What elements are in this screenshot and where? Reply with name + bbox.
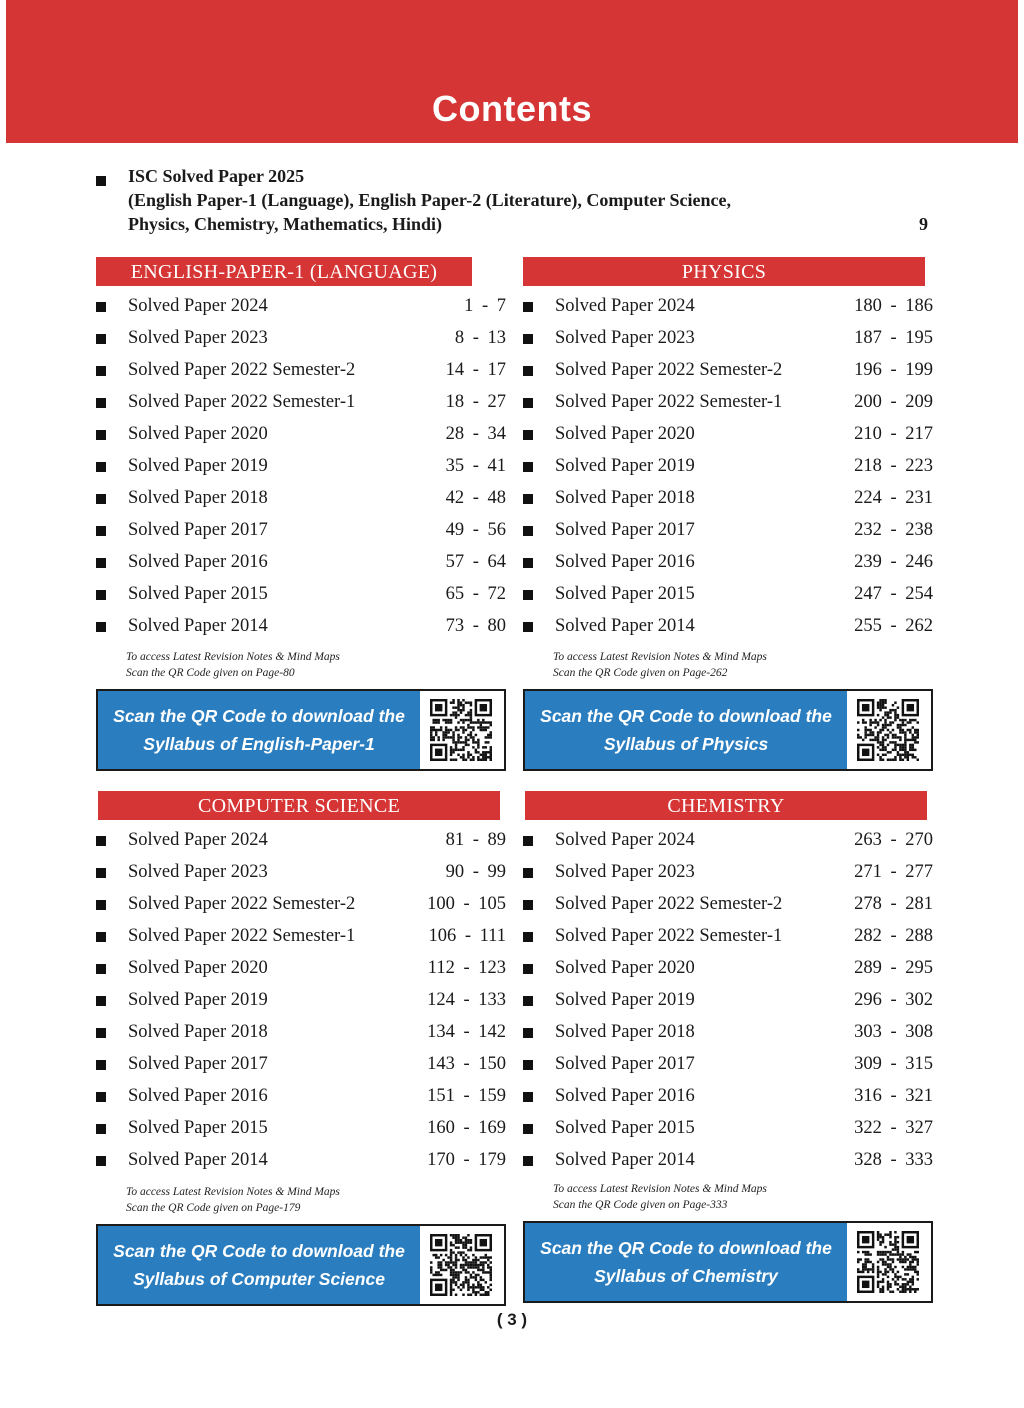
entry-label: Solved Paper 2017 bbox=[128, 1054, 268, 1074]
bullet-icon bbox=[523, 900, 533, 910]
entry-pages: 278 - 281 bbox=[854, 894, 933, 914]
list-item bbox=[96, 920, 506, 952]
list-item bbox=[523, 418, 933, 450]
bullet-icon bbox=[523, 494, 533, 504]
bullet-icon bbox=[523, 430, 533, 440]
bullet-icon bbox=[523, 1124, 533, 1134]
bullet-icon bbox=[523, 622, 533, 632]
entry-pages: 65 - 72 bbox=[445, 584, 506, 604]
bullet-icon bbox=[523, 1092, 533, 1102]
entry-label: Solved Paper 2024 bbox=[128, 296, 268, 316]
entry-label: Solved Paper 2018 bbox=[555, 488, 695, 508]
bullet-icon bbox=[523, 366, 533, 376]
list-item bbox=[96, 984, 506, 1016]
list-item bbox=[96, 386, 506, 418]
list-item bbox=[96, 1016, 506, 1048]
entry-label: Solved Paper 2022 Semester-1 bbox=[128, 926, 356, 946]
entry-pages: 134 - 142 bbox=[427, 1022, 506, 1042]
entry-label: Solved Paper 2016 bbox=[128, 552, 268, 572]
entry-label: Solved Paper 2023 bbox=[555, 862, 695, 882]
bullet-icon bbox=[96, 622, 106, 632]
entry-pages: 160 - 169 bbox=[427, 1118, 506, 1138]
entry-pages: 170 - 179 bbox=[427, 1150, 506, 1170]
entry-pages: 81 - 89 bbox=[445, 830, 506, 850]
list-item bbox=[523, 824, 933, 856]
entry-label: Solved Paper 2020 bbox=[128, 958, 268, 978]
bullet-icon bbox=[523, 1028, 533, 1038]
entry-pages: 296 - 302 bbox=[854, 990, 933, 1010]
qr-page-note: Scan the QR Code given on Page-80 bbox=[126, 667, 295, 679]
entry-label: Solved Paper 2019 bbox=[555, 990, 695, 1010]
bullet-icon bbox=[523, 964, 533, 974]
bullet-icon bbox=[523, 302, 533, 312]
entry-label: Solved Paper 2018 bbox=[555, 1022, 695, 1042]
bullet-icon bbox=[96, 1092, 106, 1102]
bullet-icon bbox=[96, 526, 106, 536]
entry-pages: 316 - 321 bbox=[854, 1086, 933, 1106]
section-header-chemistry: CHEMISTRY bbox=[525, 791, 927, 820]
entry-pages: 255 - 262 bbox=[854, 616, 933, 636]
list-item bbox=[523, 856, 933, 888]
list-item bbox=[523, 354, 933, 386]
page-title: Contents bbox=[432, 88, 592, 129]
entry-label: Solved Paper 2024 bbox=[555, 296, 695, 316]
entry-label: Solved Paper 2019 bbox=[128, 990, 268, 1010]
contents-banner bbox=[6, 0, 1018, 143]
syllabus-qr-text bbox=[98, 1226, 420, 1304]
list-item bbox=[96, 824, 506, 856]
list-item bbox=[96, 1080, 506, 1112]
list-item bbox=[96, 514, 506, 546]
section-header-english-paper-1-language: ENGLISH-PAPER-1 (LANGUAGE) bbox=[96, 257, 472, 286]
intro-line-2: (English Paper-1 (Language), English Paper-2 (Literature), Computer Science, bbox=[128, 190, 731, 210]
list-item bbox=[523, 482, 933, 514]
list-item bbox=[96, 354, 506, 386]
entry-pages: 232 - 238 bbox=[854, 520, 933, 540]
qr-text-line-2: Syllabus of English-Paper-1 bbox=[143, 734, 375, 754]
bullet-icon bbox=[96, 1060, 106, 1070]
list-item bbox=[523, 984, 933, 1016]
syllabus-qr-panel bbox=[96, 1224, 506, 1306]
list-item bbox=[96, 450, 506, 482]
list-item bbox=[523, 610, 933, 642]
entry-pages: 57 - 64 bbox=[445, 552, 506, 572]
entry-pages: 218 - 223 bbox=[854, 456, 933, 476]
entry-label: Solved Paper 2022 Semester-1 bbox=[555, 392, 783, 412]
revision-note: To access Latest Revision Notes & Mind Maps bbox=[553, 1183, 767, 1195]
syllabus-qr-text bbox=[525, 1223, 847, 1301]
qr-text-line-1: Scan the QR Code to download the bbox=[540, 1238, 832, 1258]
qr-text-line-1: Scan the QR Code to download the bbox=[113, 706, 405, 726]
entry-label: Solved Paper 2015 bbox=[128, 584, 268, 604]
entry-pages: 289 - 295 bbox=[854, 958, 933, 978]
list-item bbox=[523, 290, 933, 322]
entry-pages: 282 - 288 bbox=[854, 926, 933, 946]
entry-pages: 28 - 34 bbox=[445, 424, 506, 444]
qr-code-icon bbox=[857, 699, 919, 761]
entry-label: Solved Paper 2017 bbox=[128, 520, 268, 540]
entry-label: Solved Paper 2017 bbox=[555, 1054, 695, 1074]
syllabus-qr-text bbox=[98, 691, 420, 769]
revision-note: To access Latest Revision Notes & Mind Maps bbox=[126, 651, 340, 663]
entry-pages: 224 - 231 bbox=[854, 488, 933, 508]
bullet-icon bbox=[523, 1156, 533, 1166]
entry-label: Solved Paper 2016 bbox=[555, 1086, 695, 1106]
entry-pages: 271 - 277 bbox=[854, 862, 933, 882]
entry-pages: 90 - 99 bbox=[445, 862, 506, 882]
qr-page-note: Scan the QR Code given on Page-262 bbox=[553, 667, 728, 679]
list-item bbox=[96, 888, 506, 920]
entry-pages: 322 - 327 bbox=[854, 1118, 933, 1138]
bullet-icon bbox=[96, 558, 106, 568]
entry-pages: 328 - 333 bbox=[854, 1150, 933, 1170]
entry-pages: 8 - 13 bbox=[454, 328, 506, 348]
list-item bbox=[523, 1048, 933, 1080]
list-item bbox=[523, 920, 933, 952]
entry-label: Solved Paper 2024 bbox=[555, 830, 695, 850]
qr-text-line-2: Syllabus of Physics bbox=[603, 734, 769, 754]
entry-label: Solved Paper 2018 bbox=[128, 1022, 268, 1042]
entry-pages: 49 - 56 bbox=[445, 520, 506, 540]
bullet-icon bbox=[96, 1156, 106, 1166]
entry-pages: 263 - 270 bbox=[854, 830, 933, 850]
entry-pages: 180 - 186 bbox=[854, 296, 933, 316]
bullet-icon bbox=[96, 366, 106, 376]
bullet-icon bbox=[523, 1060, 533, 1070]
revision-note: To access Latest Revision Notes & Mind Maps bbox=[126, 1186, 340, 1198]
bullet-icon bbox=[523, 398, 533, 408]
entry-pages: 42 - 48 bbox=[445, 488, 506, 508]
entry-pages: 106 - 111 bbox=[428, 926, 506, 946]
entry-label: Solved Paper 2020 bbox=[128, 424, 268, 444]
bullet-icon bbox=[96, 868, 106, 878]
entry-label: Solved Paper 2016 bbox=[555, 552, 695, 572]
entry-label: Solved Paper 2015 bbox=[555, 584, 695, 604]
bullet-icon bbox=[96, 176, 106, 186]
entry-pages: 100 - 105 bbox=[427, 894, 506, 914]
entry-label: Solved Paper 2014 bbox=[555, 1150, 695, 1170]
bullet-icon bbox=[523, 932, 533, 942]
list-item bbox=[523, 1144, 933, 1176]
bullet-icon bbox=[96, 302, 106, 312]
bullet-icon bbox=[523, 558, 533, 568]
entry-label: Solved Paper 2022 Semester-1 bbox=[128, 392, 356, 412]
entry-label: Solved Paper 2022 Semester-2 bbox=[555, 360, 783, 380]
entry-pages: 14 - 17 bbox=[445, 360, 506, 380]
bullet-icon bbox=[96, 462, 106, 472]
entry-label: Solved Paper 2023 bbox=[128, 328, 268, 348]
bullet-icon bbox=[96, 964, 106, 974]
list-item bbox=[96, 610, 506, 642]
entry-pages: 247 - 254 bbox=[854, 584, 933, 604]
bullet-icon bbox=[523, 526, 533, 536]
entry-label: Solved Paper 2022 Semester-2 bbox=[128, 894, 356, 914]
syllabus-qr-panel bbox=[523, 1221, 933, 1303]
list-item bbox=[523, 386, 933, 418]
list-item bbox=[523, 514, 933, 546]
bullet-icon bbox=[523, 462, 533, 472]
entry-label: Solved Paper 2024 bbox=[128, 830, 268, 850]
intro-line-3: Physics, Chemistry, Mathematics, Hindi) bbox=[128, 214, 442, 234]
list-item bbox=[96, 952, 506, 984]
list-item bbox=[96, 290, 506, 322]
list-item bbox=[523, 1016, 933, 1048]
qr-code-icon bbox=[857, 1231, 919, 1293]
section-english-paper-1 bbox=[96, 257, 506, 769]
section-physics bbox=[523, 257, 933, 769]
list-item bbox=[523, 546, 933, 578]
entry-pages: 73 - 80 bbox=[445, 616, 506, 636]
list-item bbox=[96, 482, 506, 514]
entry-pages: 309 - 315 bbox=[854, 1054, 933, 1074]
entry-label: Solved Paper 2014 bbox=[128, 616, 268, 636]
entry-pages: 151 - 159 bbox=[427, 1086, 506, 1106]
list-item bbox=[523, 1080, 933, 1112]
entry-pages: 18 - 27 bbox=[445, 392, 506, 412]
entry-pages: 112 - 123 bbox=[427, 958, 506, 978]
qr-text-line-1: Scan the QR Code to download the bbox=[540, 706, 832, 726]
syllabus-qr-panel bbox=[523, 689, 933, 771]
syllabus-qr-text bbox=[525, 691, 847, 769]
entry-label: Solved Paper 2023 bbox=[555, 328, 695, 348]
list-item bbox=[96, 1048, 506, 1080]
entry-label: Solved Paper 2014 bbox=[555, 616, 695, 636]
entry-pages: 196 - 199 bbox=[854, 360, 933, 380]
entry-label: Solved Paper 2022 Semester-2 bbox=[555, 894, 783, 914]
list-item bbox=[523, 1112, 933, 1144]
list-item bbox=[96, 856, 506, 888]
intro-page-number: 9 bbox=[919, 214, 928, 234]
list-item bbox=[96, 322, 506, 354]
intro-line-1: ISC Solved Paper 2025 bbox=[128, 166, 305, 186]
entry-label: Solved Paper 2015 bbox=[128, 1118, 268, 1138]
section-header-physics: PHYSICS bbox=[523, 257, 925, 286]
bullet-icon bbox=[523, 868, 533, 878]
entry-label: Solved Paper 2019 bbox=[555, 456, 695, 476]
entry-pages: 239 - 246 bbox=[854, 552, 933, 572]
qr-text-line-2: Syllabus of Computer Science bbox=[133, 1269, 385, 1289]
bullet-icon bbox=[96, 430, 106, 440]
entry-label: Solved Paper 2017 bbox=[555, 520, 695, 540]
entry-pages: 143 - 150 bbox=[427, 1054, 506, 1074]
entry-pages: 200 - 209 bbox=[854, 392, 933, 412]
page-number: ( 3 ) bbox=[496, 1310, 528, 1329]
bullet-icon bbox=[96, 932, 106, 942]
entry-label: Solved Paper 2023 bbox=[128, 862, 268, 882]
bullet-icon bbox=[96, 1124, 106, 1134]
entry-label: Solved Paper 2020 bbox=[555, 424, 695, 444]
section-computer-science bbox=[96, 791, 506, 1303]
entry-pages: 35 - 41 bbox=[445, 456, 506, 476]
bullet-icon bbox=[96, 398, 106, 408]
entry-pages: 187 - 195 bbox=[854, 328, 933, 348]
entry-label: Solved Paper 2016 bbox=[128, 1086, 268, 1106]
list-item bbox=[96, 1144, 506, 1176]
entry-label: Solved Paper 2014 bbox=[128, 1150, 268, 1170]
list-item bbox=[96, 578, 506, 610]
section-header-computer-science: COMPUTER SCIENCE bbox=[98, 791, 500, 820]
revision-note: To access Latest Revision Notes & Mind Maps bbox=[553, 651, 767, 663]
entry-label: Solved Paper 2022 Semester-2 bbox=[128, 360, 356, 380]
bullet-icon bbox=[523, 996, 533, 1006]
list-item bbox=[523, 952, 933, 984]
section-chemistry bbox=[523, 791, 933, 1303]
bullet-icon bbox=[96, 334, 106, 344]
entry-label: Solved Paper 2015 bbox=[555, 1118, 695, 1138]
entry-label: Solved Paper 2022 Semester-1 bbox=[555, 926, 783, 946]
list-item bbox=[96, 1112, 506, 1144]
list-item bbox=[96, 546, 506, 578]
bullet-icon bbox=[96, 996, 106, 1006]
entry-pages: 210 - 217 bbox=[854, 424, 933, 444]
qr-text-line-2: Syllabus of Chemistry bbox=[594, 1266, 778, 1286]
qr-code-icon bbox=[430, 1234, 492, 1296]
qr-code-icon bbox=[430, 699, 492, 761]
entry-label: Solved Paper 2018 bbox=[128, 488, 268, 508]
qr-page-note: Scan the QR Code given on Page-333 bbox=[553, 1199, 728, 1211]
qr-page-note: Scan the QR Code given on Page-179 bbox=[126, 1202, 301, 1214]
entry-pages: 124 - 133 bbox=[427, 990, 506, 1010]
entry-pages: 303 - 308 bbox=[854, 1022, 933, 1042]
bullet-icon bbox=[523, 836, 533, 846]
bullet-icon bbox=[96, 900, 106, 910]
entry-label: Solved Paper 2020 bbox=[555, 958, 695, 978]
bullet-icon bbox=[96, 494, 106, 504]
bullet-icon bbox=[523, 590, 533, 600]
entry-pages: 1 - 7 bbox=[464, 296, 506, 316]
list-item bbox=[96, 418, 506, 450]
entry-label: Solved Paper 2019 bbox=[128, 456, 268, 476]
list-item bbox=[523, 450, 933, 482]
list-item bbox=[523, 888, 933, 920]
qr-text-line-1: Scan the QR Code to download the bbox=[113, 1241, 405, 1261]
syllabus-qr-panel bbox=[96, 689, 506, 771]
bullet-icon bbox=[523, 334, 533, 344]
bullet-icon bbox=[96, 836, 106, 846]
list-item bbox=[523, 578, 933, 610]
bullet-icon bbox=[96, 1028, 106, 1038]
list-item bbox=[523, 322, 933, 354]
bullet-icon bbox=[96, 590, 106, 600]
